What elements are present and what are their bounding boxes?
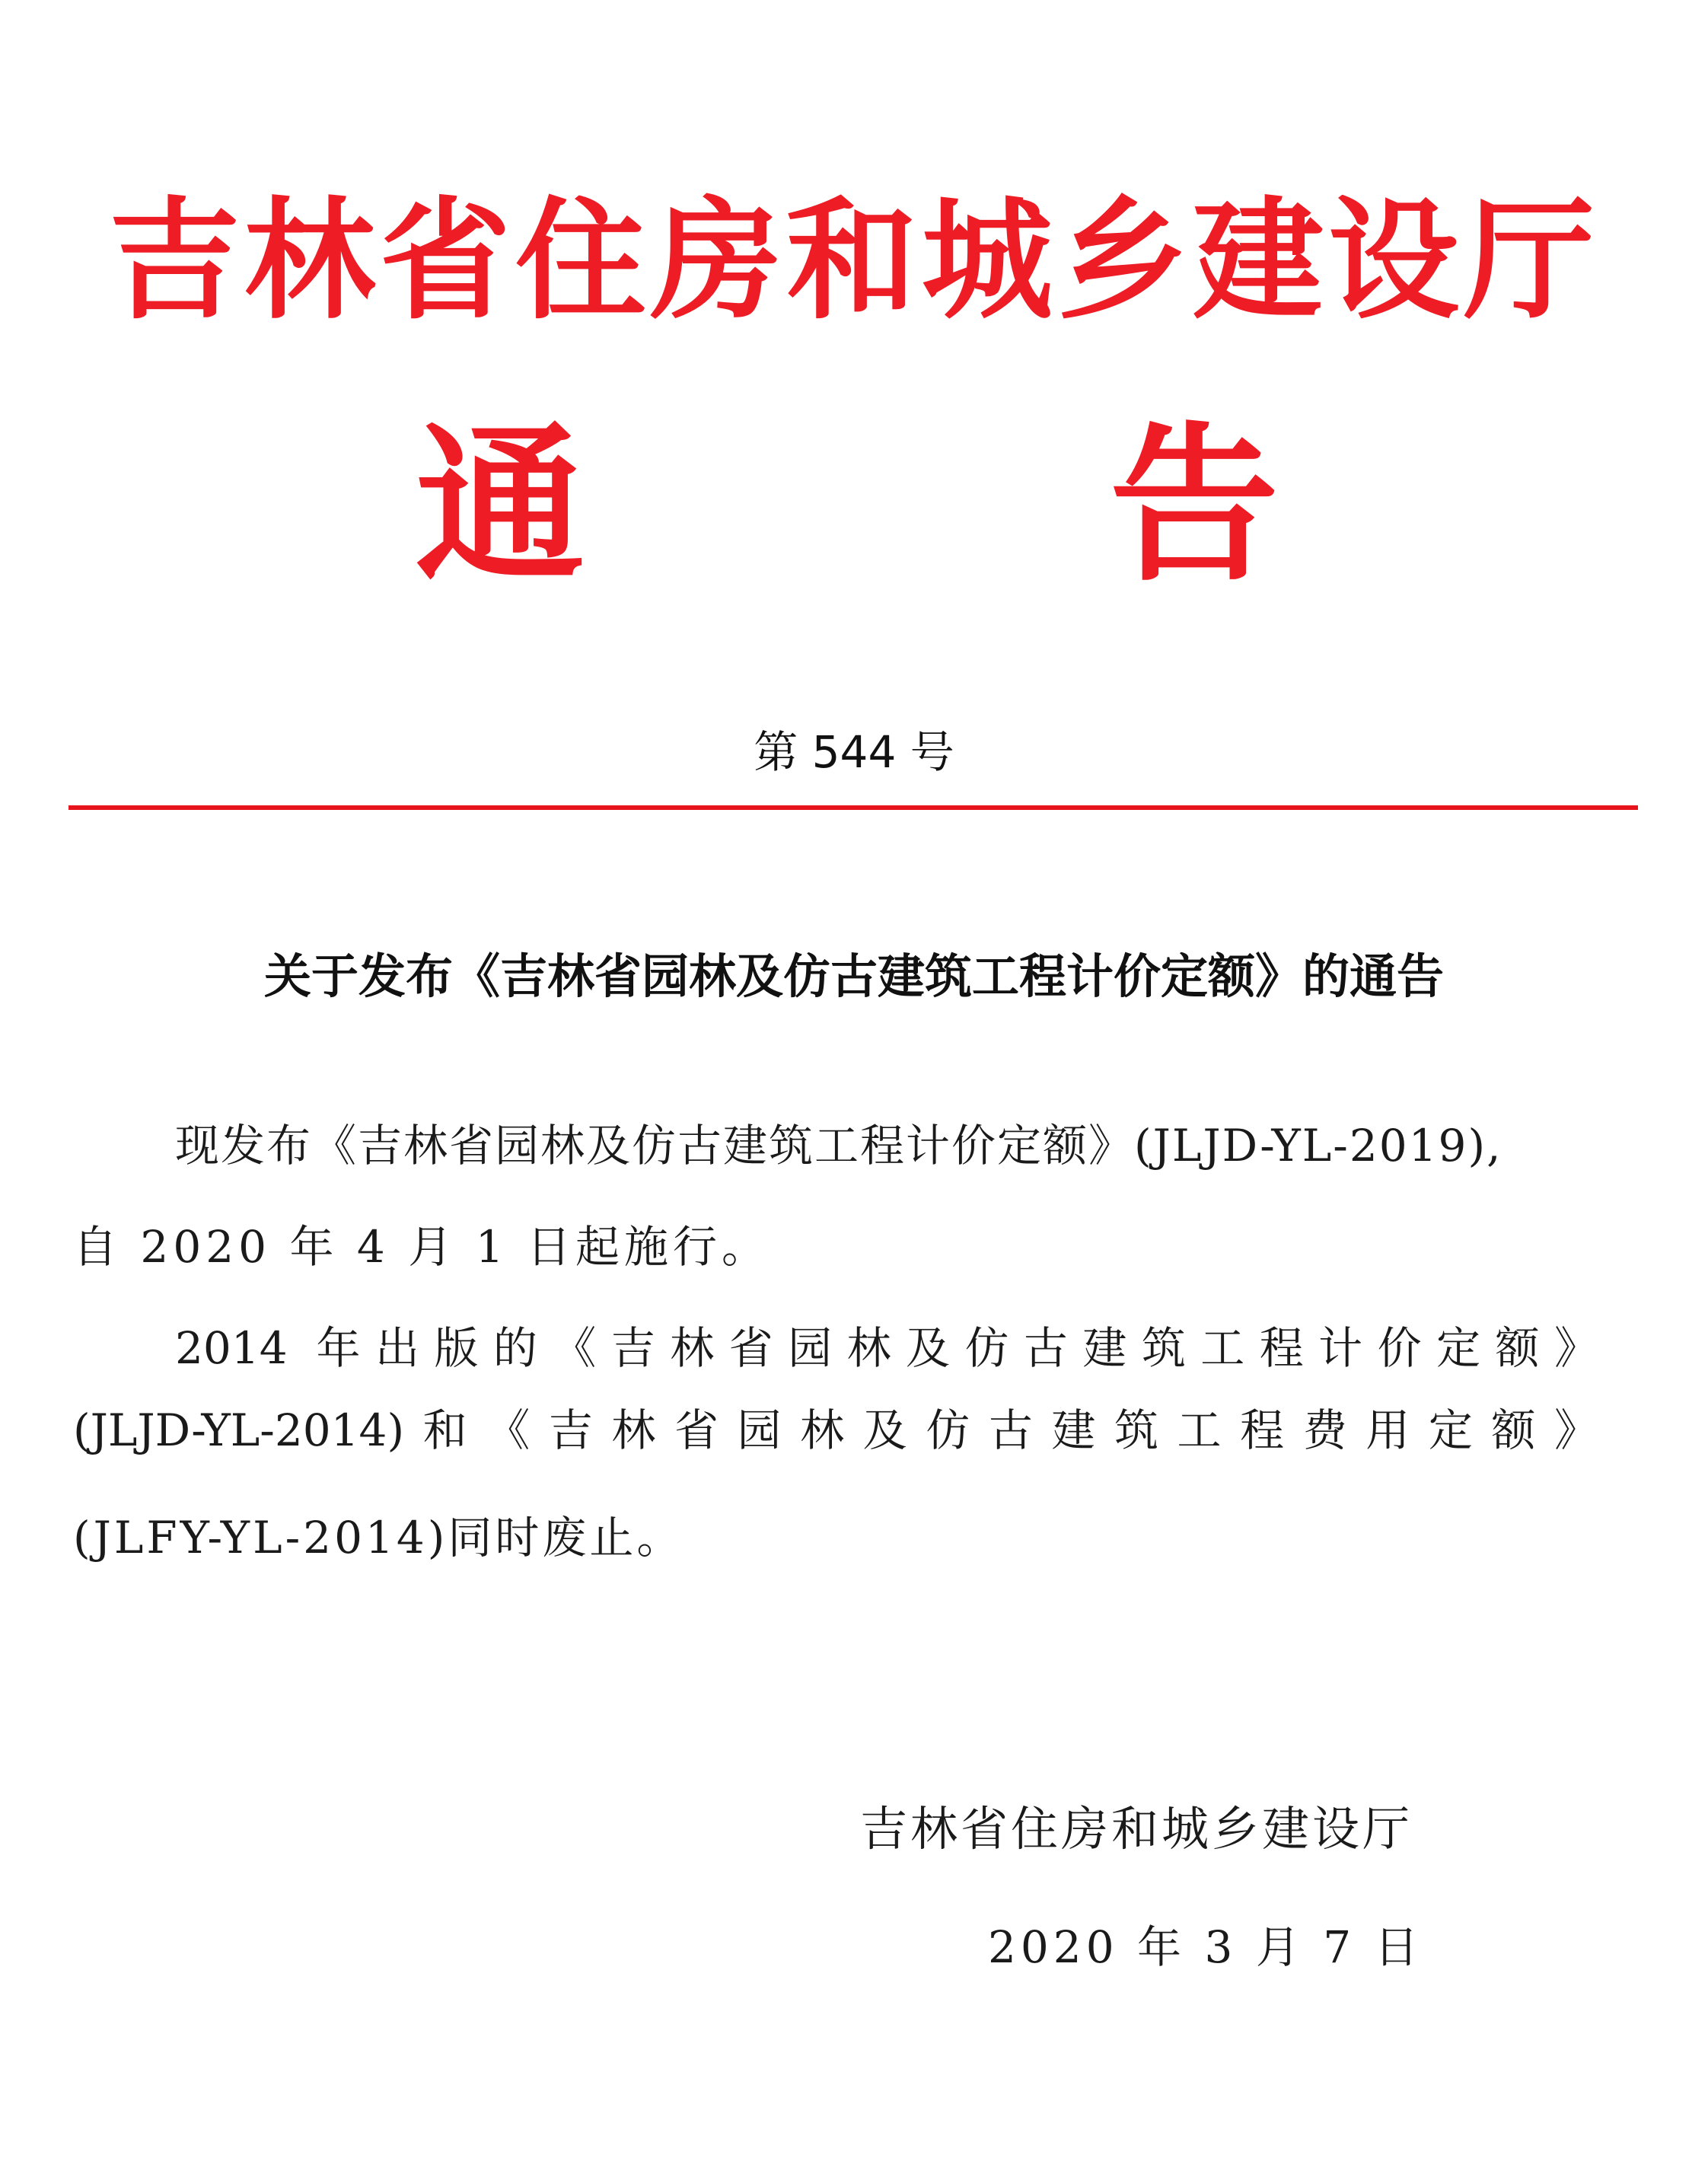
paragraph-1-line-1: 现发布《吉林省园林及仿古建筑工程计价定额》(JLJD-YL-2019),	[175, 1120, 1502, 1171]
red-divider-rule	[69, 805, 1638, 810]
paragraph-2-line-1: 2014 年出版的《吉林省园林及仿古建筑工程计价定额》	[175, 1322, 1598, 1374]
paragraph-1-line-2: 自 2020 年 4 月 1 日起施行。	[73, 1221, 771, 1273]
document-number: 第 544 号	[754, 726, 954, 778]
notice-title: 关于发布《吉林省园林及仿古建筑工程计价定额》的通告	[263, 948, 1444, 1004]
doc-type-char-right: 告	[1110, 408, 1279, 604]
signature-date: 2020 年 3 月 7 日	[988, 1921, 1423, 1973]
paragraph-2-line-2: (JLJD-YL-2014)和《吉林省园林及仿古建筑工程费用定额》	[73, 1404, 1598, 1456]
paragraph-2-line-3: (JLFY-YL-2014)同时废止。	[73, 1512, 684, 1564]
doc-type-char-left: 通	[416, 408, 585, 604]
signature-organization: 吉林省住房和城乡建设厅	[860, 1801, 1413, 1857]
issuer-masthead: 吉林省住房和城乡建设厅	[109, 184, 1599, 337]
